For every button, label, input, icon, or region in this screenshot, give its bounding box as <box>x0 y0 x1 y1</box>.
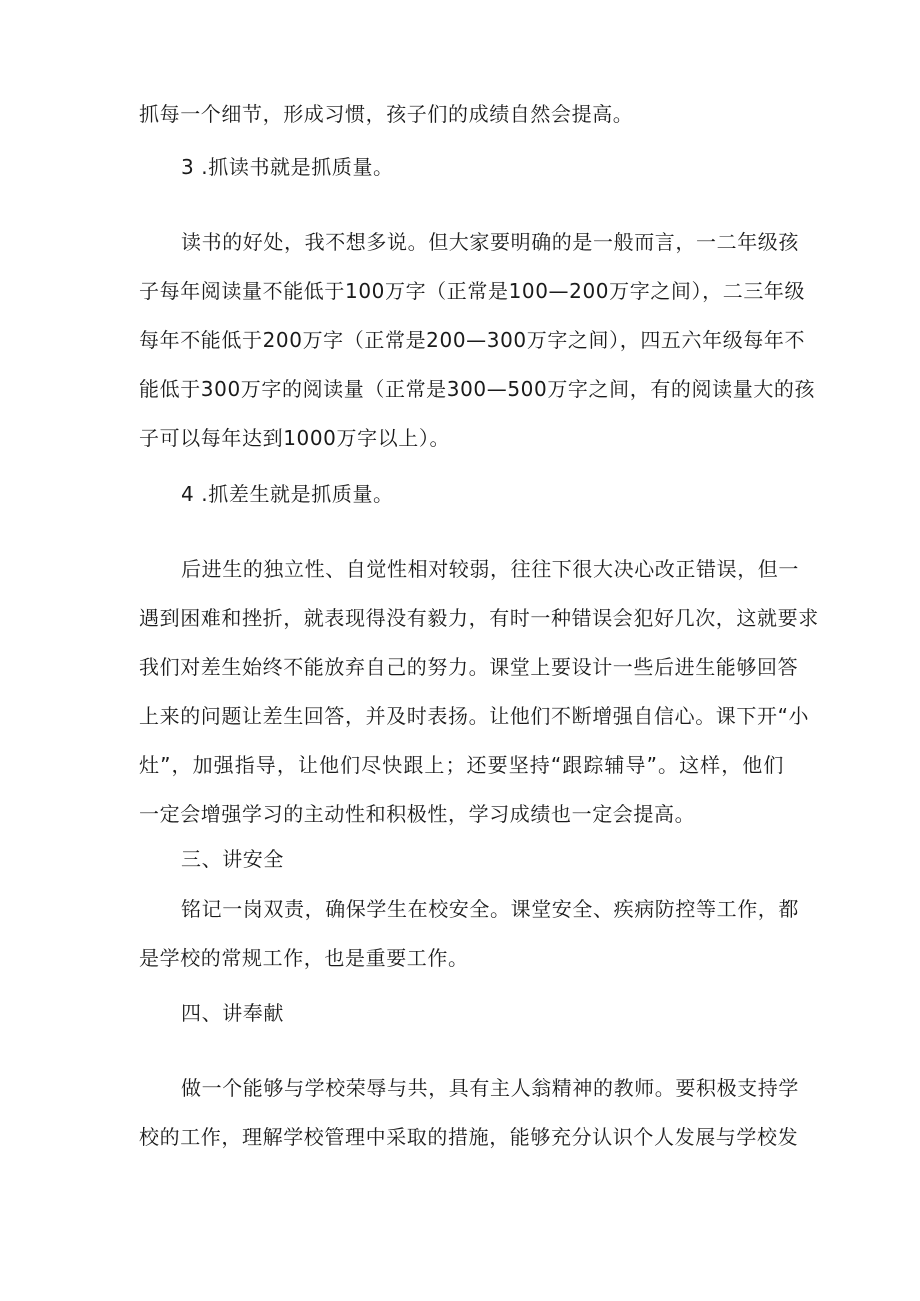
section-heading: 3 .抓读书就是抓质量。 <box>181 155 394 179</box>
section-heading: 4 .抓差生就是抓质量。 <box>181 482 394 506</box>
paragraph-line: 校的工作，理解学校管理中采取的措施，能够充分认识个人发展与学校发 <box>139 1125 799 1149</box>
paragraph-line: 铭记一岗双责，确保学生在校安全。课堂安全、疾病防控等工作，都 <box>181 897 799 921</box>
paragraph-line: 读书的好处，我不想多说。但大家要明确的是一般而言，一二年级孩 <box>181 230 799 254</box>
paragraph-line: 是学校的常规工作，也是重要工作。 <box>139 946 469 970</box>
paragraph-line: 后进生的独立性、自觉性相对较弱，往往下很大决心改正错误，但一 <box>181 557 799 581</box>
paragraph-line: 一定会增强学习的主动性和积极性，学习成绩也一定会提高。 <box>139 802 696 826</box>
paragraph-line: 上来的问题让差生回答，并及时表扬。让他们不断增强自信心。课下开“小 <box>139 704 810 728</box>
paragraph-line: 每年不能低于200万字（正常是200—300万字之间），四五六年级每年不 <box>139 328 806 352</box>
paragraph-line: 我们对差生始终不能放弃自己的努力。课堂上要设计一些后进生能够回答 <box>139 655 799 679</box>
section-heading: 三、讲安全 <box>181 847 284 871</box>
paragraph-line: 灶”，加强指导，让他们尽快跟上；还要坚持“跟踪辅导”。这样，他们 <box>139 753 784 777</box>
paragraph-line: 能低于300万字的阅读量（正常是300—500万字之间，有的阅读量大的孩 <box>139 377 816 401</box>
section-heading: 四、讲奉献 <box>181 1001 284 1025</box>
paragraph-line: 做一个能够与学校荣辱与共，具有主人翁精神的教师。要积极支持学 <box>181 1076 799 1100</box>
paragraph-line: 遇到困难和挫折，就表现得没有毅力，有时一种错误会犯好几次，这就要求 <box>139 606 819 630</box>
paragraph-line: 子每年阅读量不能低于100万字（正常是100—200万字之间），二三年级 <box>139 279 806 303</box>
paragraph-line: 抓每一个细节，形成习惯，孩子们的成绩自然会提高。 <box>139 102 634 126</box>
paragraph-line: 子可以每年达到1000万字以上）。 <box>139 426 451 450</box>
